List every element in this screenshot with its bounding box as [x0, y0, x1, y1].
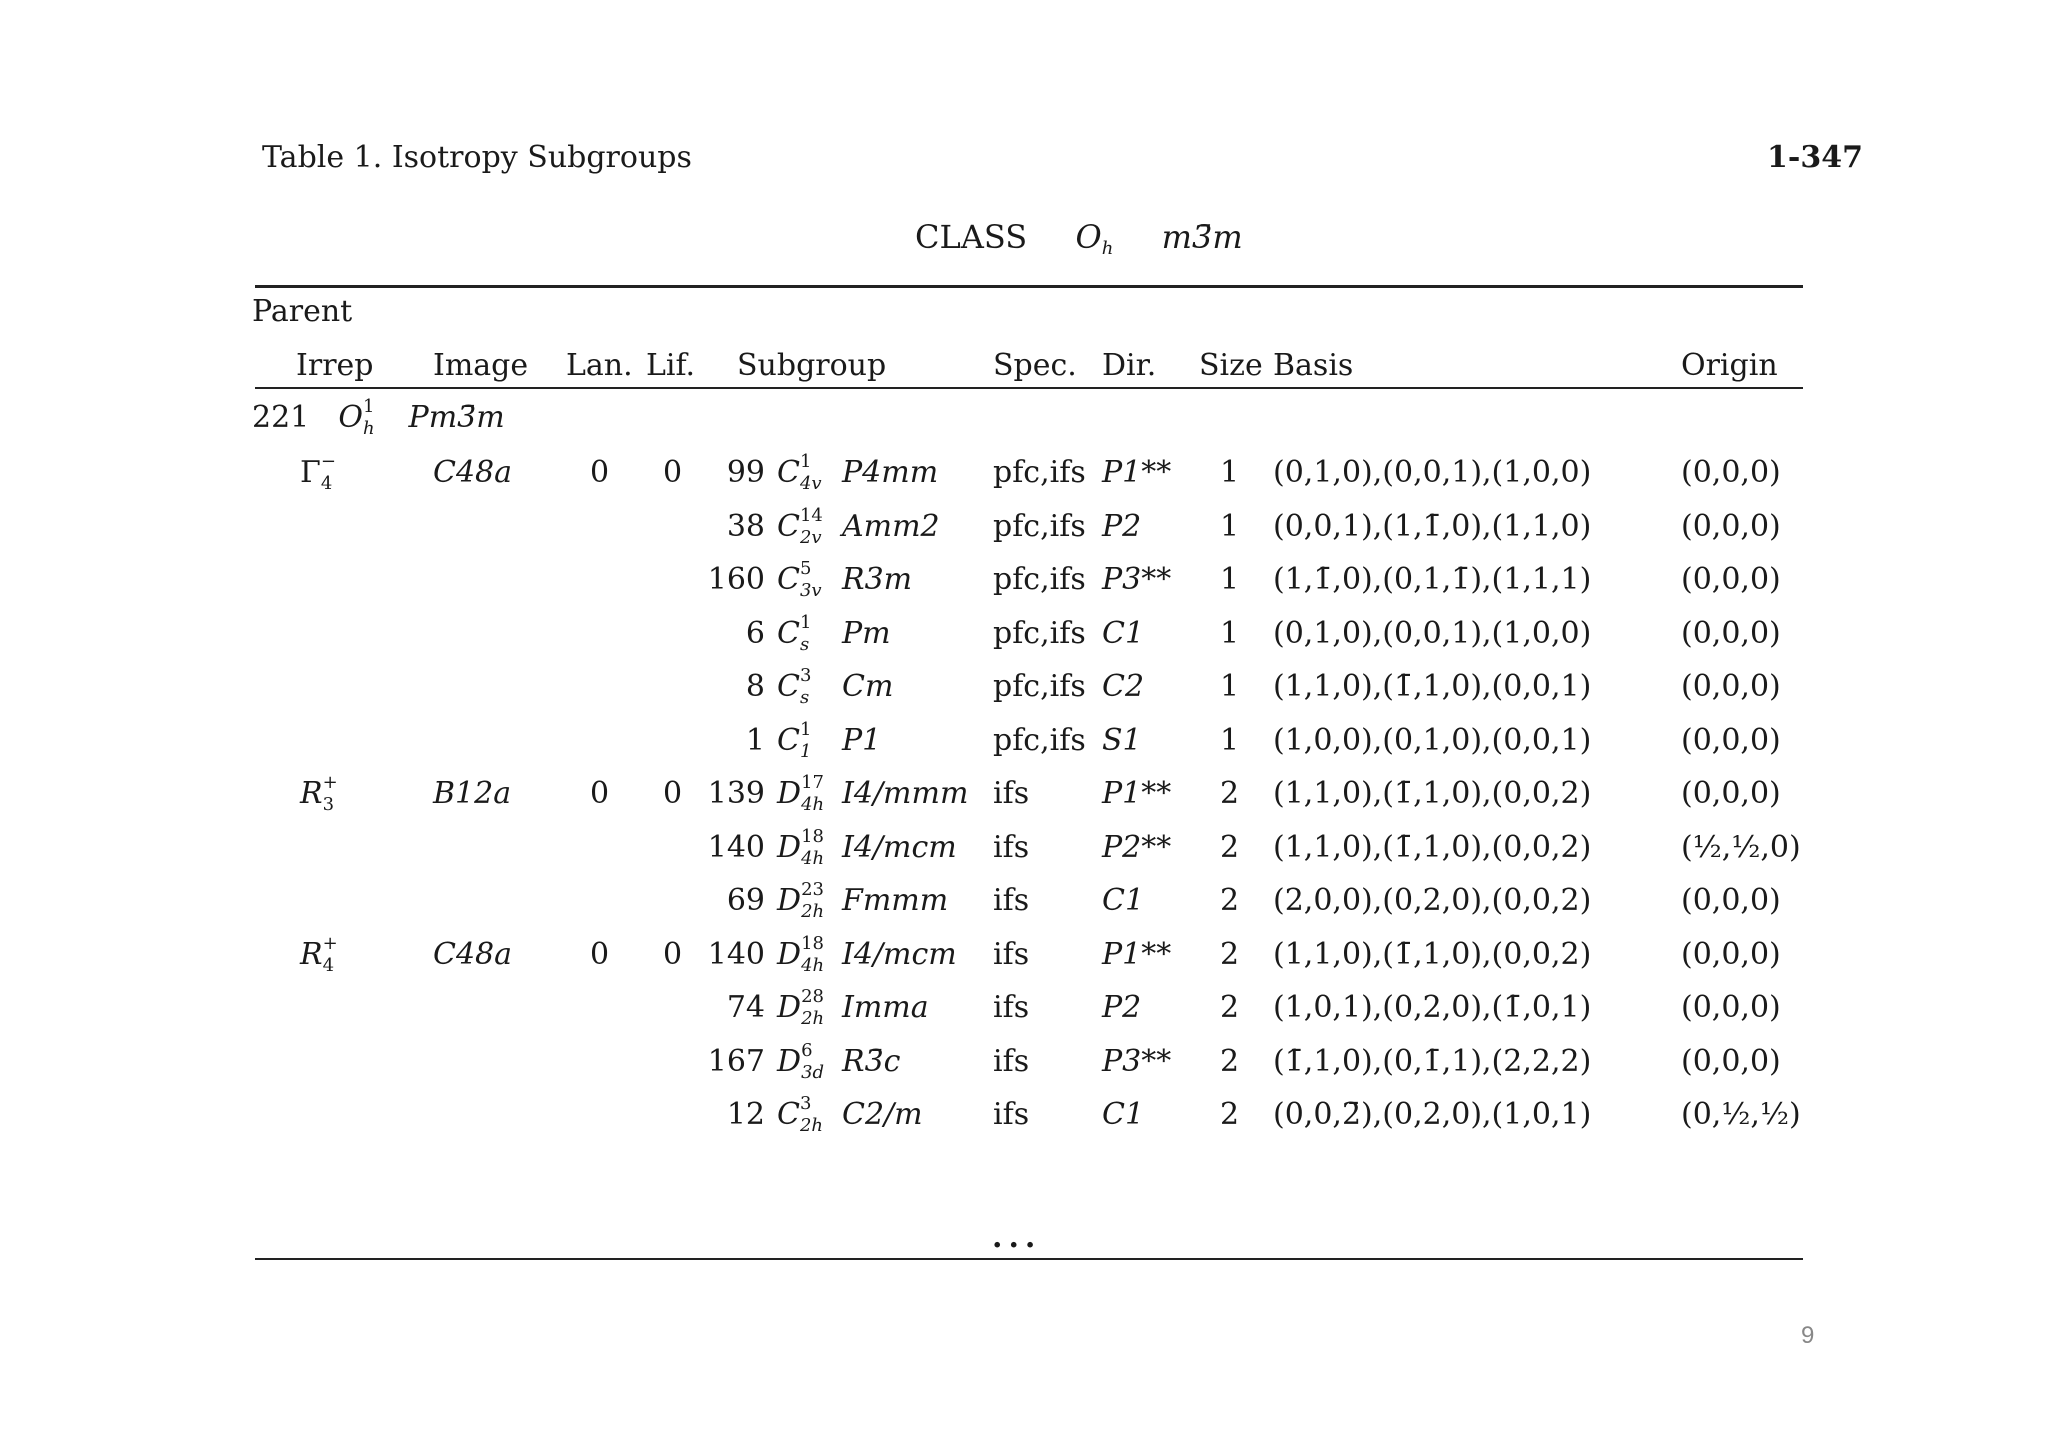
subgroup-schoenflies — [777, 1093, 836, 1136]
spec-value: pfc,ifs — [993, 669, 1086, 704]
schoenflies-sub: 2h — [801, 901, 825, 922]
schoenflies-indices — [799, 665, 830, 708]
spec-value: ifs — [993, 1044, 1030, 1079]
schoenflies-indices — [799, 505, 830, 548]
basis-value: (1̄,1,0),(0,1̄,1),(2,2,2) — [1273, 1044, 1592, 1079]
origin-value: (0,0,0) — [1681, 1044, 1781, 1079]
subgroup-hm-symbol: Cm — [842, 669, 894, 704]
subgroup-schoenflies — [777, 719, 836, 762]
top-rule — [255, 285, 1803, 288]
subgroup-schoenflies — [777, 665, 836, 708]
schoenflies-indices — [799, 558, 830, 601]
schoenflies-letter: D — [777, 990, 802, 1025]
subgroup-hm-symbol: C2/m — [842, 1097, 923, 1132]
irrep-sup: + — [322, 772, 338, 793]
direction-value: C1 — [1102, 883, 1145, 918]
size-value: 2 — [1220, 1044, 1240, 1079]
subgroup-hm-symbol: Fmmm — [842, 883, 949, 918]
origin-value: (0,0,0) — [1681, 616, 1781, 651]
direction-value: P3** — [1102, 1044, 1172, 1079]
subgroup-number: 6 — [745, 616, 765, 651]
subgroup-hm-symbol: Imma — [842, 990, 929, 1025]
col-origin: Origin — [1681, 348, 1778, 383]
page-reference: 1-347 — [1767, 140, 1863, 175]
schoenflies-sub: 2h — [801, 1008, 825, 1029]
schoenflies-indices — [801, 879, 831, 922]
irrep-label — [300, 451, 357, 494]
class-symbol: O — [1075, 218, 1102, 256]
schoenflies-sup: 6 — [801, 1040, 813, 1061]
basis-value: (2,0,0),(0,2,0),(0,0,2) — [1273, 883, 1592, 918]
origin-value: (0,0,0) — [1681, 723, 1781, 758]
spec-value: ifs — [993, 830, 1030, 865]
subgroup-hm-symbol: I4/mcm — [842, 937, 957, 972]
direction-value: P1** — [1102, 776, 1172, 811]
lan-value: 0 — [590, 937, 610, 972]
spec-value: pfc,ifs — [993, 616, 1086, 651]
basis-value: (1,0,0),(0,1,0),(0,0,1) — [1273, 723, 1592, 758]
irrep-indices — [320, 451, 351, 494]
schoenflies-letter: D — [777, 883, 802, 918]
image-label: B12a — [433, 776, 512, 811]
subgroup-schoenflies — [777, 612, 836, 655]
schoenflies-letter: C — [777, 616, 800, 651]
schoenflies-letter: C — [777, 723, 800, 758]
lan-value: 0 — [590, 776, 610, 811]
subgroup-number: 8 — [745, 669, 765, 704]
schoenflies-letter: D — [777, 830, 802, 865]
schoenflies-letter: D — [777, 937, 802, 972]
parent-group-number: 221 — [252, 400, 310, 435]
spec-value: pfc,ifs — [993, 562, 1086, 597]
origin-value: (0,0,0) — [1681, 455, 1781, 490]
parent-group-indices — [362, 396, 393, 439]
spec-value: ifs — [993, 990, 1030, 1025]
schoenflies-letter: C — [777, 455, 800, 490]
schoenflies-letter: C — [777, 669, 800, 704]
schoenflies-indices — [799, 612, 830, 655]
subgroup-hm-symbol: Pm — [842, 616, 891, 651]
basis-value: (1,1,0),(1̄,1,0),(0,0,2) — [1273, 937, 1592, 972]
col-subgroup: Subgroup — [737, 348, 887, 383]
schoenflies-sup: 17 — [801, 772, 824, 793]
origin-value: (½,½,0) — [1681, 830, 1801, 865]
parent-group-sup: 1 — [362, 396, 375, 417]
schoenflies-sub: 4h — [801, 794, 825, 815]
table-caption: Table 1. Isotropy Subgroups — [262, 140, 692, 175]
irrep-symbol: Γ — [300, 455, 321, 490]
spec-value: ifs — [993, 776, 1030, 811]
col-lan: Lan. — [566, 348, 633, 383]
schoenflies-sub: s — [799, 634, 810, 655]
spec-value: ifs — [993, 883, 1030, 918]
subgroup-hm-symbol: I4/mmm — [842, 776, 969, 811]
subgroup-hm-symbol: I4/mcm — [842, 830, 957, 865]
col-irrep: Irrep — [296, 348, 374, 383]
subgroup-hm-symbol: Amm2 — [842, 509, 940, 544]
schoenflies-indices — [799, 451, 830, 494]
subgroup-schoenflies — [777, 1040, 837, 1083]
schoenflies-letter: D — [777, 776, 802, 811]
class-word: CLASS — [915, 218, 1028, 256]
irrep-sup: − — [320, 451, 336, 472]
size-value: 1 — [1220, 616, 1240, 651]
direction-value: P1** — [1102, 937, 1172, 972]
subgroup-number: 69 — [726, 883, 765, 918]
schoenflies-letter: C — [777, 1097, 800, 1132]
col-basis: Basis — [1273, 348, 1354, 383]
schoenflies-indices — [801, 772, 831, 815]
subgroup-number: 12 — [726, 1097, 765, 1132]
subgroup-number: 1 — [745, 723, 765, 758]
direction-value: C1 — [1102, 616, 1145, 651]
schoenflies-indices — [801, 1040, 831, 1083]
schoenflies-sup: 1 — [799, 719, 812, 740]
bottom-rule — [255, 1258, 1803, 1260]
irrep-symbol: R — [300, 937, 323, 972]
irrep-label — [300, 772, 359, 815]
subgroup-hm-symbol: P1 — [842, 723, 882, 758]
size-value: 1 — [1220, 723, 1240, 758]
parent-group-hm: Pm3̄m — [408, 400, 505, 435]
schoenflies-letter: C — [777, 509, 800, 544]
irrep-sup: + — [322, 933, 338, 954]
origin-value: (0,0,0) — [1681, 509, 1781, 544]
basis-value: (1,1,0),(1̄,1,0),(0,0,2) — [1273, 830, 1592, 865]
size-value: 1 — [1220, 455, 1240, 490]
direction-value: P1** — [1102, 455, 1172, 490]
origin-value: (0,0,0) — [1681, 937, 1781, 972]
basis-value: (0,1,0),(0,0,1),(1,0,0) — [1273, 455, 1592, 490]
parent-group — [252, 396, 505, 439]
schoenflies-indices — [801, 933, 831, 976]
direction-value: P2** — [1102, 830, 1172, 865]
basis-value: (0,0,1),(1,1̄,0),(1,1,0) — [1273, 509, 1592, 544]
schoenflies-sup: 18 — [801, 933, 824, 954]
image-label: C48a — [433, 937, 513, 972]
subgroup-schoenflies — [777, 558, 836, 601]
schoenflies-sub: 2v — [799, 527, 822, 548]
schoenflies-indices — [799, 1093, 830, 1136]
origin-value: (0,0,0) — [1681, 883, 1781, 918]
lif-value: 0 — [663, 937, 683, 972]
size-value: 2 — [1220, 1097, 1240, 1132]
lif-value: 0 — [663, 455, 683, 490]
subgroup-schoenflies — [777, 451, 836, 494]
subgroup-number: 74 — [726, 990, 765, 1025]
class-symbol-sub: h — [1101, 238, 1114, 259]
basis-value: (1,1̄,0),(0,1,1̄),(1,1,1) — [1273, 562, 1592, 597]
origin-value: (0,0,0) — [1681, 562, 1781, 597]
col-spec: Spec. — [993, 348, 1077, 383]
irrep-label — [300, 933, 359, 976]
subgroup-number: 38 — [726, 509, 765, 544]
class-title — [915, 218, 1243, 259]
schoenflies-sub: 4h — [801, 848, 825, 869]
col-image: Image — [433, 348, 529, 383]
subgroup-hm-symbol: R3m — [842, 562, 913, 597]
spec-value: pfc,ifs — [993, 723, 1086, 758]
spec-value: ifs — [993, 1097, 1030, 1132]
subgroup-number: 140 — [707, 830, 765, 865]
schoenflies-sup: 1 — [799, 612, 812, 633]
origin-value: (0,½,½) — [1681, 1097, 1801, 1132]
subgroup-schoenflies — [777, 505, 836, 548]
direction-value: C2 — [1102, 669, 1145, 704]
col-dir: Dir. — [1102, 348, 1157, 383]
size-value: 1 — [1220, 509, 1240, 544]
subgroup-schoenflies — [777, 826, 837, 869]
schoenflies-sup: 3 — [799, 1093, 812, 1114]
spec-value: pfc,ifs — [993, 509, 1086, 544]
size-value: 1 — [1220, 562, 1240, 597]
parent-group-schoenflies: O — [338, 400, 363, 435]
subgroup-number: 140 — [707, 937, 765, 972]
schoenflies-sup: 18 — [801, 826, 824, 847]
schoenflies-sub: 2h — [799, 1115, 824, 1136]
image-label: C48a — [433, 455, 513, 490]
subgroup-number: 139 — [707, 776, 765, 811]
subgroup-schoenflies — [777, 986, 837, 1029]
size-value: 2 — [1220, 990, 1240, 1025]
irrep-indices — [322, 933, 353, 976]
irrep-sub: 3 — [322, 794, 335, 815]
schoenflies-sub: 3d — [801, 1062, 825, 1083]
size-value: 2 — [1220, 937, 1240, 972]
parent-group-sub: h — [362, 418, 375, 439]
direction-value: C1 — [1102, 1097, 1145, 1132]
basis-value: (1,1,0),(1̄,1,0),(0,0,1) — [1273, 669, 1592, 704]
schoenflies-sup: 28 — [801, 986, 824, 1007]
spec-value: ifs — [993, 937, 1030, 972]
lan-value: 0 — [590, 455, 610, 490]
size-value: 2 — [1220, 830, 1240, 865]
irrep-sub: 4 — [320, 473, 333, 494]
schoenflies-sup: 5 — [799, 558, 812, 579]
subgroup-hm-symbol: R3̄c — [842, 1044, 901, 1079]
direction-value: S1 — [1102, 723, 1142, 758]
schoenflies-letter: C — [777, 562, 800, 597]
origin-value: (0,0,0) — [1681, 776, 1781, 811]
schoenflies-indices — [801, 986, 831, 1029]
schoenflies-letter: D — [777, 1044, 802, 1079]
page-number: 9 — [1801, 1322, 1815, 1349]
irrep-sub: 4 — [322, 955, 335, 976]
schoenflies-indices — [801, 826, 831, 869]
schoenflies-sup: 14 — [799, 505, 823, 526]
irrep-symbol: R — [300, 776, 323, 811]
subgroup-schoenflies — [777, 879, 837, 922]
size-value: 2 — [1220, 776, 1240, 811]
subgroup-number: 99 — [726, 455, 765, 490]
col-parent: Parent — [252, 294, 353, 329]
schoenflies-sub: 4v — [799, 473, 822, 494]
basis-value: (0,1,0),(0,0,1),(1,0,0) — [1273, 616, 1592, 651]
col-lif: Lif. — [646, 348, 696, 383]
subgroup-hm-symbol: P4mm — [842, 455, 939, 490]
schoenflies-sup: 3 — [799, 665, 812, 686]
schoenflies-indices — [799, 719, 830, 762]
schoenflies-sub: 1 — [799, 741, 812, 762]
basis-value: (1,0,1),(0,2,0),(1̄,0,1) — [1273, 990, 1592, 1025]
continuation-ellipsis: ... — [992, 1220, 1042, 1255]
subgroup-number: 160 — [707, 562, 765, 597]
schoenflies-sup: 23 — [801, 879, 824, 900]
origin-value: (0,0,0) — [1681, 990, 1781, 1025]
lif-value: 0 — [663, 776, 683, 811]
schoenflies-sup: 1 — [799, 451, 812, 472]
origin-value: (0,0,0) — [1681, 669, 1781, 704]
direction-value: P3** — [1102, 562, 1172, 597]
spec-value: pfc,ifs — [993, 455, 1086, 490]
basis-value: (0,0,2̄),(0,2,0),(1,0,1) — [1273, 1097, 1592, 1132]
class-hm-symbol: m3̄m — [1161, 218, 1243, 256]
size-value: 2 — [1220, 883, 1240, 918]
direction-value: P2 — [1102, 509, 1142, 544]
size-value: 1 — [1220, 669, 1240, 704]
subgroup-schoenflies — [777, 933, 837, 976]
irrep-indices — [322, 772, 353, 815]
subgroup-number: 167 — [707, 1044, 765, 1079]
schoenflies-sub: s — [799, 687, 810, 708]
col-size: Size — [1199, 348, 1263, 383]
schoenflies-sub: 4h — [801, 955, 825, 976]
direction-value: P2 — [1102, 990, 1142, 1025]
schoenflies-sub: 3v — [799, 580, 822, 601]
subgroup-schoenflies — [777, 772, 837, 815]
header-rule — [255, 387, 1803, 389]
basis-value: (1,1,0),(1̄,1,0),(0,0,2) — [1273, 776, 1592, 811]
